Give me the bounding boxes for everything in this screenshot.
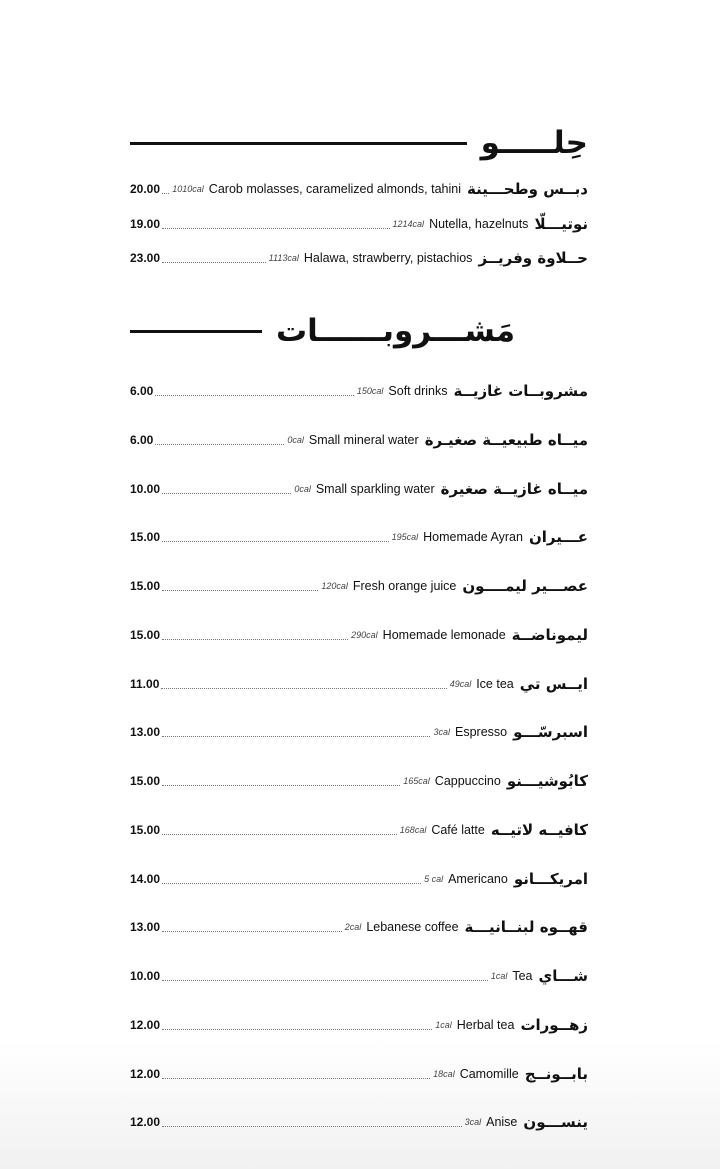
- drinks-section-title: مَشـــروبــــــات: [276, 313, 516, 349]
- dot-leader: [162, 883, 421, 884]
- menu-item: [130, 867, 588, 891]
- item-name-arabic: قهــوه لبنــانيـــة: [464, 918, 588, 936]
- item-price: 15.00: [130, 628, 161, 642]
- dot-leader: [155, 395, 354, 396]
- item-price: 15.00: [130, 774, 161, 788]
- menu-item: [130, 212, 588, 236]
- item-name-english: Espresso: [455, 725, 508, 739]
- item-calories: 49cal: [449, 679, 472, 689]
- item-price: 15.00: [130, 823, 161, 837]
- item-price: 14.00: [130, 872, 161, 886]
- item-calories: 5 cal: [424, 874, 444, 884]
- item-price: 12.00: [130, 1115, 161, 1129]
- item-name-english: Fresh orange juice: [352, 579, 457, 593]
- item-price: 23.00: [130, 251, 161, 265]
- dot-leader: [162, 785, 400, 786]
- item-name-english: Americano: [448, 872, 508, 886]
- item-name-arabic: اسبرسّـــو: [513, 723, 588, 741]
- menu-item: [130, 525, 588, 549]
- item-name-arabic: ايــس تي: [519, 675, 588, 693]
- item-calories: 1cal: [435, 1020, 452, 1030]
- item-name-arabic: ميــاه غازيــة صغيرة: [440, 480, 588, 498]
- item-name-arabic: زهــورات: [520, 1016, 588, 1034]
- item-name-english: Carob molasses, caramelized almonds, tahini: [208, 182, 461, 196]
- dot-leader: [162, 980, 488, 981]
- item-name-arabic: عصـــير ليمــــون: [462, 577, 588, 595]
- sweets-section-title: حِلـــــو: [480, 125, 588, 161]
- menu-item: [130, 915, 588, 939]
- menu-item: [130, 379, 588, 403]
- menu-item: [130, 177, 588, 201]
- item-name-arabic: دبــس وطحـــينة: [467, 180, 588, 198]
- dot-leader: [162, 931, 342, 932]
- dot-leader: [162, 262, 266, 263]
- menu-item: [130, 623, 588, 647]
- item-name-english: Café latte: [431, 823, 485, 837]
- item-name-english: Nutella, hazelnuts: [429, 217, 529, 231]
- menu-item: [130, 574, 588, 598]
- item-price: 10.00: [130, 969, 161, 983]
- item-name-arabic: ميــاه طبيعيــة صغيـرة: [424, 431, 588, 449]
- item-name-arabic: كابُوشيـــنو: [506, 772, 588, 790]
- item-calories: 18cal: [433, 1069, 455, 1079]
- item-price: 13.00: [130, 920, 161, 934]
- menu-item: [130, 428, 588, 452]
- item-name-arabic: عـــيران: [528, 528, 588, 546]
- menu-item: [130, 964, 588, 988]
- item-calories: 290cal: [351, 630, 378, 640]
- item-calories: 1010cal: [172, 184, 204, 194]
- item-name-english: Homemade lemonade: [382, 628, 506, 642]
- item-calories: 195cal: [391, 532, 419, 542]
- item-name-arabic: كافيــه لاتيــه: [490, 821, 588, 839]
- item-calories: 3cal: [464, 1117, 482, 1127]
- item-price: 15.00: [130, 579, 161, 593]
- menu-item: [130, 720, 588, 744]
- menu-item: [130, 1062, 588, 1086]
- item-calories: 0cal: [287, 435, 304, 445]
- item-calories: 165cal: [403, 776, 430, 786]
- dot-leader: [162, 1029, 432, 1030]
- item-name-english: Herbal tea: [456, 1018, 515, 1032]
- item-calories: 1113cal: [268, 253, 299, 263]
- item-name-arabic: حــلاوة وفريــز: [478, 249, 588, 267]
- menu-page: [130, 0, 588, 1169]
- item-price: 11.00: [130, 677, 160, 691]
- item-price: 10.00: [130, 482, 161, 496]
- item-name-arabic: بابــونــج: [524, 1065, 588, 1083]
- header-rule: [130, 142, 467, 145]
- dot-leader: [162, 639, 348, 640]
- menu-item: [130, 1110, 588, 1134]
- item-calories: 1cal: [490, 971, 508, 981]
- dot-leader: [162, 193, 169, 194]
- dot-leader: [162, 1078, 430, 1079]
- item-calories: 2cal: [344, 922, 362, 932]
- item-name-english: Soft drinks: [388, 384, 448, 398]
- item-price: 12.00: [130, 1018, 161, 1032]
- dot-leader: [162, 541, 389, 542]
- item-name-arabic: مشروبــات غازيــة: [453, 382, 588, 400]
- drinks-section-header: [130, 306, 588, 356]
- item-name-english: Homemade Ayran: [423, 530, 523, 544]
- item-price: 6.00: [130, 433, 154, 447]
- dot-leader: [162, 228, 390, 229]
- item-price: 20.00: [130, 182, 161, 196]
- menu-item: [130, 1013, 588, 1037]
- item-name-english: Ice tea: [476, 677, 514, 691]
- item-price: 13.00: [130, 725, 161, 739]
- header-rule: [130, 330, 262, 333]
- item-name-english: Anise: [486, 1115, 518, 1129]
- item-name-english: Small mineral water: [308, 433, 419, 447]
- item-name-english: Camomille: [459, 1067, 519, 1081]
- item-name-arabic: شـــاي: [538, 967, 588, 985]
- dot-leader: [162, 493, 291, 494]
- menu-item: [130, 672, 588, 696]
- item-name-english: Tea: [512, 969, 533, 983]
- item-name-english: Small sparkling water: [315, 482, 435, 496]
- dot-leader: [155, 444, 284, 445]
- item-price: 15.00: [130, 530, 161, 544]
- item-calories: 120cal: [321, 581, 348, 591]
- item-name-arabic: ليموناضــة: [511, 626, 588, 644]
- menu-item: [130, 818, 588, 842]
- dot-leader: [162, 590, 318, 591]
- item-calories: 168cal: [399, 825, 427, 835]
- item-name-english: Halawa, strawberry, pistachios: [303, 251, 473, 265]
- item-name-arabic: نوتيـــلّا: [534, 215, 588, 233]
- menu-item: [130, 769, 588, 793]
- item-calories: 1214cal: [392, 219, 425, 229]
- item-price: 12.00: [130, 1067, 161, 1081]
- item-price: 19.00: [130, 217, 161, 231]
- item-name-english: Cappuccino: [434, 774, 501, 788]
- item-price: 6.00: [130, 384, 154, 398]
- item-calories: 150cal: [356, 386, 384, 396]
- menu-item: [130, 246, 588, 270]
- item-name-arabic: امريكـــانو: [513, 870, 588, 888]
- item-calories: 0cal: [294, 484, 311, 494]
- dot-leader: [162, 834, 397, 835]
- dot-leader: [161, 688, 446, 689]
- dot-leader: [162, 736, 430, 737]
- dot-leader: [162, 1126, 462, 1127]
- sweets-section-header: [130, 118, 588, 168]
- item-calories: 3cal: [433, 727, 450, 737]
- menu-item: [130, 477, 588, 501]
- item-name-arabic: ينســـون: [523, 1113, 588, 1131]
- item-name-english: Lebanese coffee: [366, 920, 459, 934]
